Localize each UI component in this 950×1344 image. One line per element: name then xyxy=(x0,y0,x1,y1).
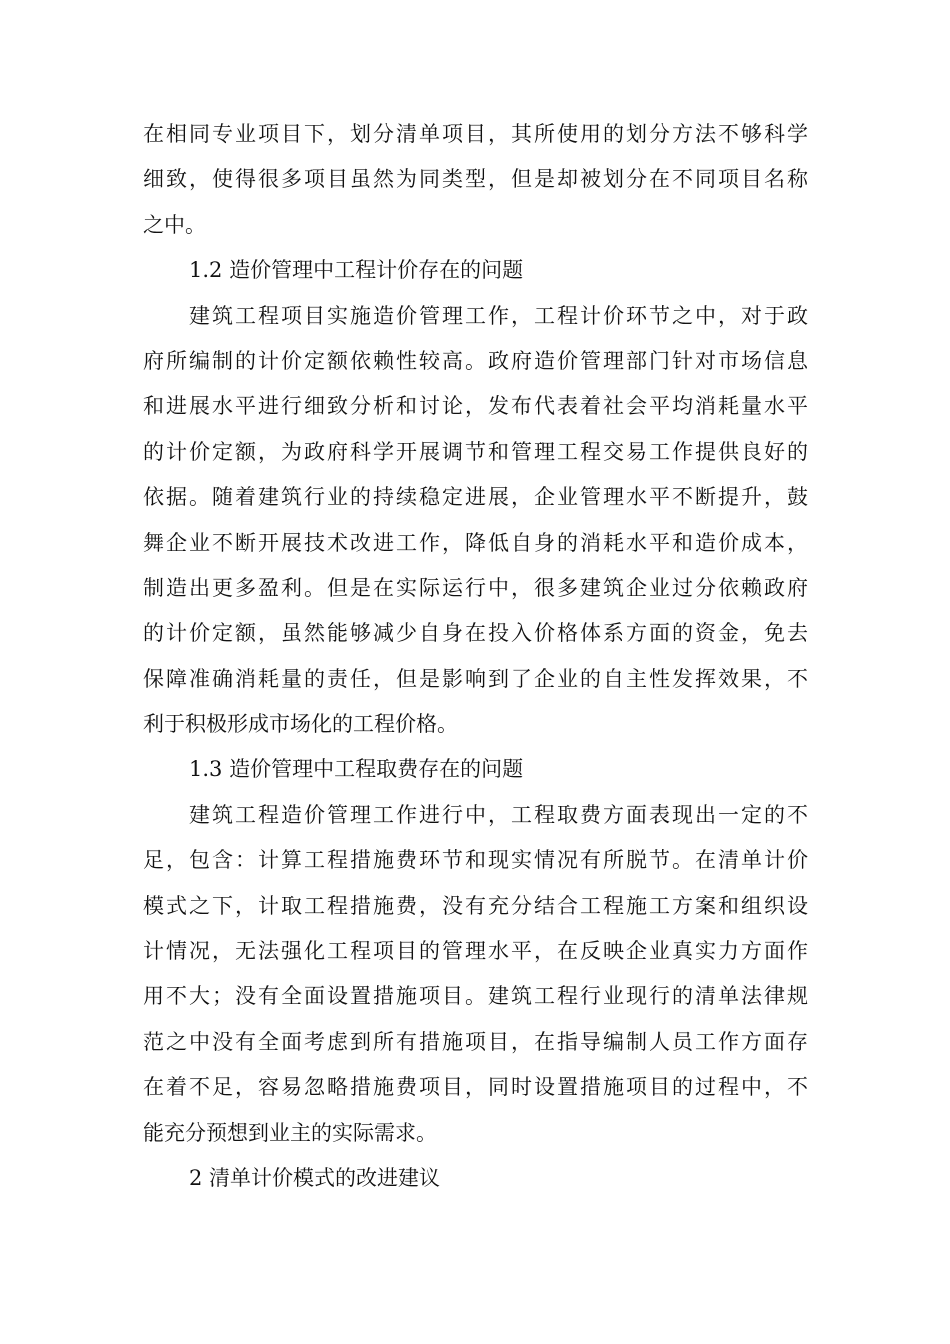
section-heading-1-3: 1.3 造价管理中工程取费存在的问题 xyxy=(189,757,524,782)
paragraph-1 xyxy=(143,112,808,248)
paragraph-line: 保障准确消耗量的责任，但是影响到了企业的自主性发挥效果，不 xyxy=(143,666,808,691)
section-heading-1-2: 1.2 造价管理中工程计价存在的问题 xyxy=(189,258,524,283)
paragraph-line: 依据。随着建筑行业的持续稳定进展，企业管理水平不断提升，鼓 xyxy=(143,485,808,510)
paragraph-line: 足，包含：计算工程措施费环节和现实情况有所脱节。在清单计价 xyxy=(143,848,808,873)
paragraph-line: 府所编制的计价定额依赖性较高。政府造价管理部门针对市场信息 xyxy=(143,348,808,373)
paragraph-line: 能充分预想到业主的实际需求。 xyxy=(143,1120,437,1145)
paragraph-line: 范之中没有全面考虑到所有措施项目，在指导编制人员工作方面存 xyxy=(143,1029,808,1054)
paragraph-line: 制造出更多盈利。但是在实际运行中，很多建筑企业过分依赖政府 xyxy=(143,575,808,600)
paragraph-line: 舞企业不断开展技术改进工作，降低自身的消耗水平和造价成本， xyxy=(143,530,808,555)
document-body xyxy=(143,112,808,1201)
paragraph-line: 建筑工程项目实施造价管理工作，工程计价环节之中，对于政 xyxy=(189,303,808,328)
section-heading-2: 2 清单计价模式的改进建议 xyxy=(189,1165,441,1190)
paragraph-line: 的计价定额，为政府科学开展调节和管理工程交易工作提供良好的 xyxy=(143,439,808,464)
paragraph-line: 模式之下，计取工程措施费，没有充分结合工程施工方案和组织设 xyxy=(143,893,808,918)
paragraph-line: 利于积极形成市场化的工程价格。 xyxy=(143,712,458,737)
paragraph-line: 建筑工程造价管理工作进行中，工程取费方面表现出一定的不 xyxy=(189,802,808,827)
paragraph-2 xyxy=(143,294,808,748)
paragraph-line: 计情况，无法强化工程项目的管理水平，在反映企业真实力方面作 xyxy=(143,939,808,964)
paragraph-line: 在相同专业项目下，划分清单项目，其所使用的划分方法不够科学 xyxy=(143,122,808,146)
paragraph-line: 的计价定额，虽然能够减少自身在投入价格体系方面的资金，免去 xyxy=(143,621,808,646)
paragraph-line: 细致，使得很多项目虽然为同类型，但是却被划分在不同项目名称 xyxy=(143,167,808,192)
paragraph-3 xyxy=(143,793,808,1156)
paragraph-line: 用不大；没有全面设置措施项目。建筑工程行业现行的清单法律规 xyxy=(143,984,808,1009)
paragraph-line: 和进展水平进行细致分析和讨论，发布代表着社会平均消耗量水平 xyxy=(143,394,808,419)
paragraph-line: 在着不足，容易忽略措施费项目，同时设置措施项目的过程中，不 xyxy=(143,1075,808,1100)
paragraph-line: 之中。 xyxy=(143,212,206,237)
